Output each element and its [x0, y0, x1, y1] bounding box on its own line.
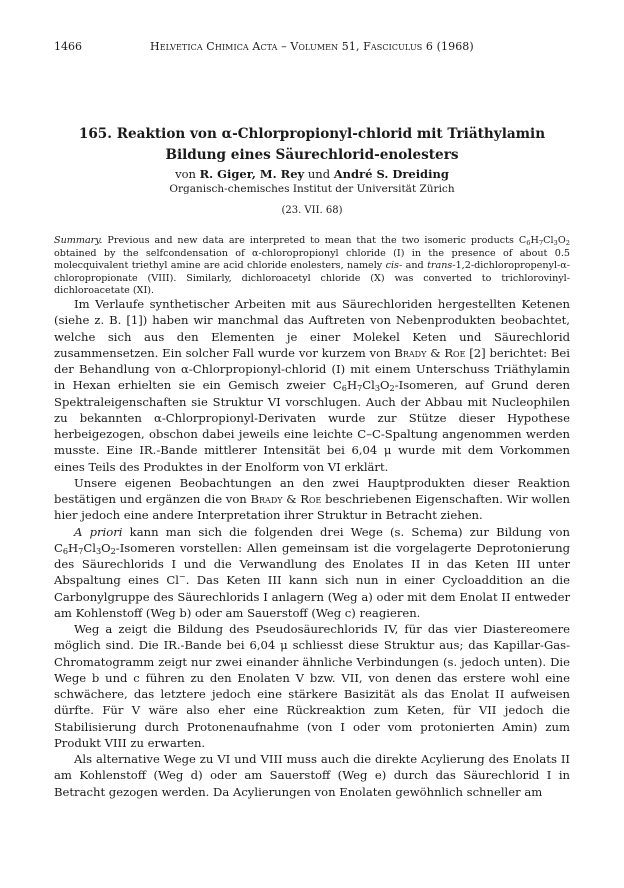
author-line: [0, 166, 624, 182]
summary-label: Summary.: [54, 235, 103, 246]
authors-and: und: [307, 167, 331, 181]
institution: Organisch-chemisches Institut der Universität Zürich: [169, 183, 455, 195]
page-number: 1466: [54, 40, 82, 53]
article-body: [54, 296, 570, 800]
title-line-1: 165. Reaktion von α-Chlorpropionyl-chlorid mit Triäthylamin: [78, 126, 546, 142]
title-line-2: Bildung eines Säurechlorid-enolesters: [165, 147, 459, 163]
received-date: (23. VII. 68): [281, 205, 343, 216]
authors-prefix: von: [175, 167, 196, 181]
paragraph: Unsere eigenen Beobachtungen an den zwei Hauptprodukten dieser Reaktion bestätigen und ergänzen die von Brady & Roe beschriebenen Eigenschaften. Wir wollen hier jedoch eine andere Interpretation ihrer Struktur in Betracht ziehen.: [54, 475, 570, 523]
running-title: Helvetica Chimica Acta – Volumen 51, Fasciculus 6 (1968): [150, 40, 474, 53]
summary: [54, 235, 570, 298]
page-header: [54, 40, 566, 54]
author-names-2: André S. Dreiding: [333, 167, 449, 181]
summary-text: Previous and new data are interpreted to mean that the two isomeric products $C_6H_7Cl_3O_2$ obtained by the selfcondensation of α-chloropropionyl chloride (I) in the presence of about 0.5 molecquivalent triethyl amine are acid chloride enolesters, namely cis- and trans-1,2-dichloropropenyl-α-chloropropionate (VIII). Similarly, dichloroacetyl chloride (X) was converted to trichlorovinyl-dichloroacetate (XI).: [54, 235, 570, 297]
paragraph: Weg a zeigt die Bildung des Pseudosäurechlorids IV, für das vier Diastereomere möglich sind. Die IR.-Bande bei 6,04 μ schliesst diese Struktur aus; das Kapillar-Gas-Chromatogramm zeigt nur zwei einander ähnliche Verbindungen (s. jedoch unten). Die Wege b und c führen zu den Enolaten V bzw. VII, von denen das erstere wohl eine schwächere, das letztere jedoch eine stärkere Basizität als das Enolat II aufweisen dürfte. Für V wäre also eher eine Rückreaktion zum Keten, für VII jedoch die Stabilisierung durch Protonenaufnahme (von I oder vom protonierten Amin) zum Produkt VIII zu erwarten.: [54, 622, 570, 750]
paragraph: Als alternative Wege zu VI und VIII muss auch die direkte Acylierung des Enolats II am Kohlenstoff (Weg d) oder am Sauerstoff (Weg e) durch das Säurechlorid I in Betracht gezogen werden. Da Acylierungen von Enolaten gewöhnlich schneller am: [54, 752, 570, 799]
article-title: [0, 124, 624, 166]
paragraph: Im Verlaufe synthetischer Arbeiten mit aus Säurechloriden hergestellten Ketenen (siehe z. B. [1]) haben wir manchmal das Auftreten von Nebenprodukten beobachtet, welche sich aus den Elementen je einer Molekel Keten und Säurechlorid zusammensetzen. Ein solcher Fall wurde vor kurzem von Brady & Roe [2] berichtet: Bei der Behandlung von α-Chlorpropionyl-chlorid (I) mit einem Unterschuss Triäthylamin in Hexan erhielten sie ein Gemisch zweier $C_6H_7Cl_3O_2$-Isomeren, auf Grund deren Spektraleigenschaften sie Struktur VI vorschlugen. Auch der Abbau mit Nucleophilen zu bekannten α-Chlorpropionyl-Derivaten wurde zur Stütze dieser Hypothese herbeigezogen, obschon dabei jeweils eine leichte C–C-Spaltung angenommen werden musste. Eine IR.-Bande mittlerer Intensität bei 6,04 μ wurde mit dem Vorkommen eines Teils des Produktes in der Enolform von VI erklärt.: [54, 297, 570, 474]
paragraph: A priori kann man sich die folgenden drei Wege (s. Schema) zur Bildung von $C_6H_7Cl_3O_2$-Isomeren vorstellen: Allen gemeinsam ist die vorgelagerte Deprotonierung des Säurechlorids I und die Verwandlung des Enolates II in das Keten III unter Abspaltung eines Cl−. Das Keten III kann sich nun in einer Cycloaddition an die Carbonylgruppe des Säurechlorids I anlagern (Weg a) oder mit dem Enolat II entweder am Kohlenstoff (Weg b) oder am Sauerstoff (Weg c) reagieren.: [54, 524, 570, 620]
author-names-1: R. Giger, M. Rey: [199, 167, 305, 181]
